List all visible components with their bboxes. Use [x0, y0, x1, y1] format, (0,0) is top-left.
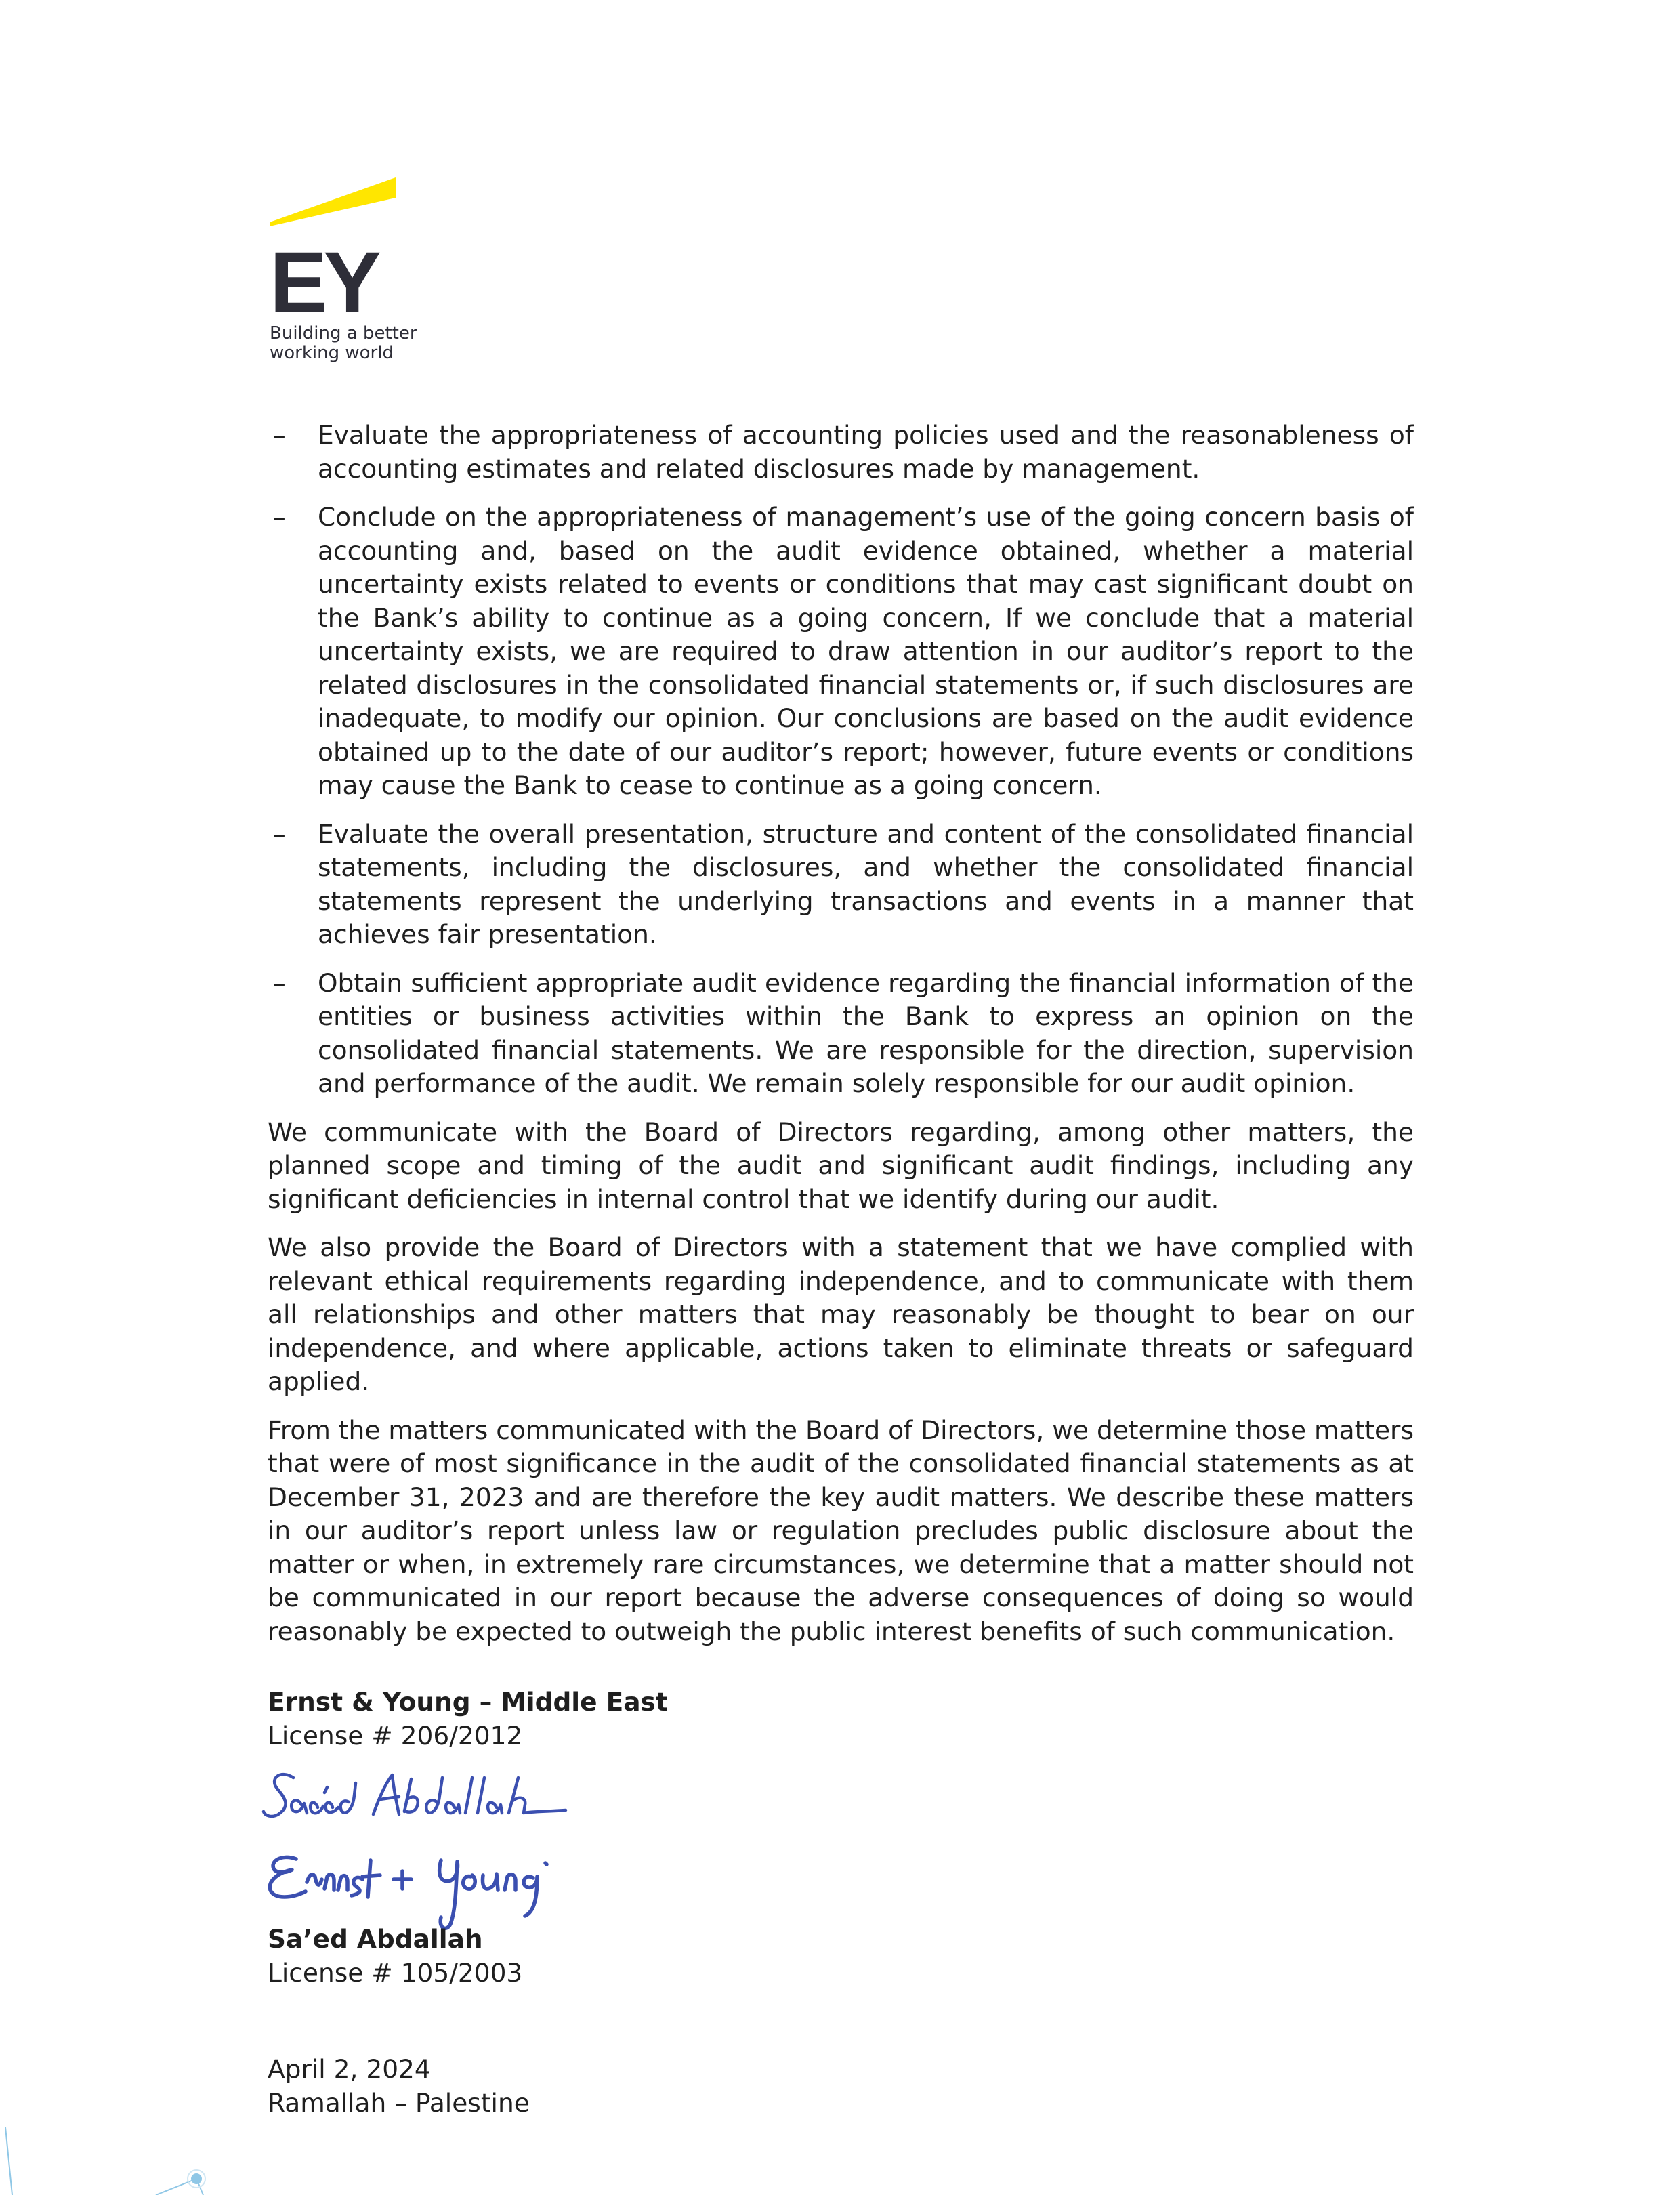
firm-license: License # 206/2012 — [268, 1720, 523, 1751]
decorative-network-graphic — [0, 2120, 224, 2195]
logo-wordmark: EY — [270, 234, 377, 331]
firm-name: Ernst & Young – Middle East — [268, 1687, 668, 1717]
logo-tagline — [270, 324, 446, 363]
list-item — [268, 818, 1414, 952]
bullet-dash: – — [273, 818, 286, 849]
paragraph-communication: We communicate with the Board of Directors regarding, among other matters, the planned scope and timing of the audit and significant audit findings, including any significant deficiencies in internal control that we identify during our audit. — [268, 1116, 1414, 1214]
list-item-text: Evaluate the overall presentation, structure and content of the consolidated financial statements, including the disclosures, and whether the consolidated financial statements represent the underlying transactions and events in a manner that achieves fair presentation. — [318, 818, 1414, 949]
paragraph-independence: We also provide the Board of Directors with a statement that we have complied with relevant ethical requirements regarding independence, and to communicate with them all relationships and other matters that may reasonably be thought to bear on our independence, and where applicable, actions taken to eliminate threats or safeguard applied. — [268, 1232, 1414, 1396]
report-place: Ramallah – Palestine — [268, 2087, 530, 2118]
partner-license: License # 105/2003 — [268, 1957, 523, 1988]
firm-signoff — [268, 1686, 945, 1753]
list-item — [268, 419, 1414, 486]
logo-tagline-line-1: Building a better — [270, 323, 417, 343]
partner-name: Sa’ed Abdallah — [268, 1924, 483, 1954]
list-item-text: Evaluate the appropriateness of accounting policies used and the reasonableness of accounting estimates and related disclosures made by management. — [318, 420, 1414, 484]
logo-tagline-line-2: working world — [270, 343, 394, 363]
bullet-dash: – — [273, 420, 286, 450]
list-item-text: Obtain sufficient appropriate audit evidence regarding the financial information of the entities or business activities within the Bank to express an opinion on the consolidated financial statements. We are responsible for the direction, supervision and performance of the audit. We remain solely responsible for our audit opinion. — [318, 967, 1414, 1098]
logo-yellow-beam — [270, 177, 396, 226]
responsibilities-list — [268, 419, 1414, 1101]
list-item-text: Conclude on the appropriateness of management’s use of the going concern basis of accounting and, based on the audit evidence obtained, whether a material uncertainty exists related to events or conditions that may cast significant doubt on the Bank’s ability to continue as a going concern, If we conclude that a material uncertainty exists, we are required to draw attention in our auditor’s report to the related disclosures in the consolidated financial statements or, if such disclosures are inadequate, to modify our opinion. Our conclusions are based on the audit evidence obtained up to the date of our auditor’s report; however, future events or conditions may cause the Bank to cease to continue as a going concern. — [318, 502, 1414, 800]
report-body — [268, 419, 1414, 1663]
report-date: April 2, 2024 — [268, 2054, 431, 2084]
signature-firm — [270, 1857, 547, 1928]
date-place-block — [268, 2053, 945, 2120]
paragraph-key-audit-matters: From the matters communicated with the Board of Directors, we determine those matters that were of most significance in the audit of the consolidated financial statements as at December 31, 2023 and are therefore the key audit matters. We describe these matters in our auditor’s report unless law or regulation precludes public disclosure about the matter or when, in extremely rare circumstances, we determine that a matter should not be communicated in our report because the adverse consequences of doing so would reasonably be expected to outweigh the public interest benefits of such communication. — [268, 1415, 1414, 1646]
bullet-dash: – — [273, 502, 286, 532]
signature-partner — [264, 1774, 566, 1816]
ey-logo — [270, 177, 432, 374]
list-item — [268, 967, 1414, 1101]
handwritten-signatures — [254, 1757, 620, 1940]
partner-block — [268, 1923, 945, 1990]
bullet-dash: – — [273, 967, 286, 998]
list-item — [268, 501, 1414, 803]
